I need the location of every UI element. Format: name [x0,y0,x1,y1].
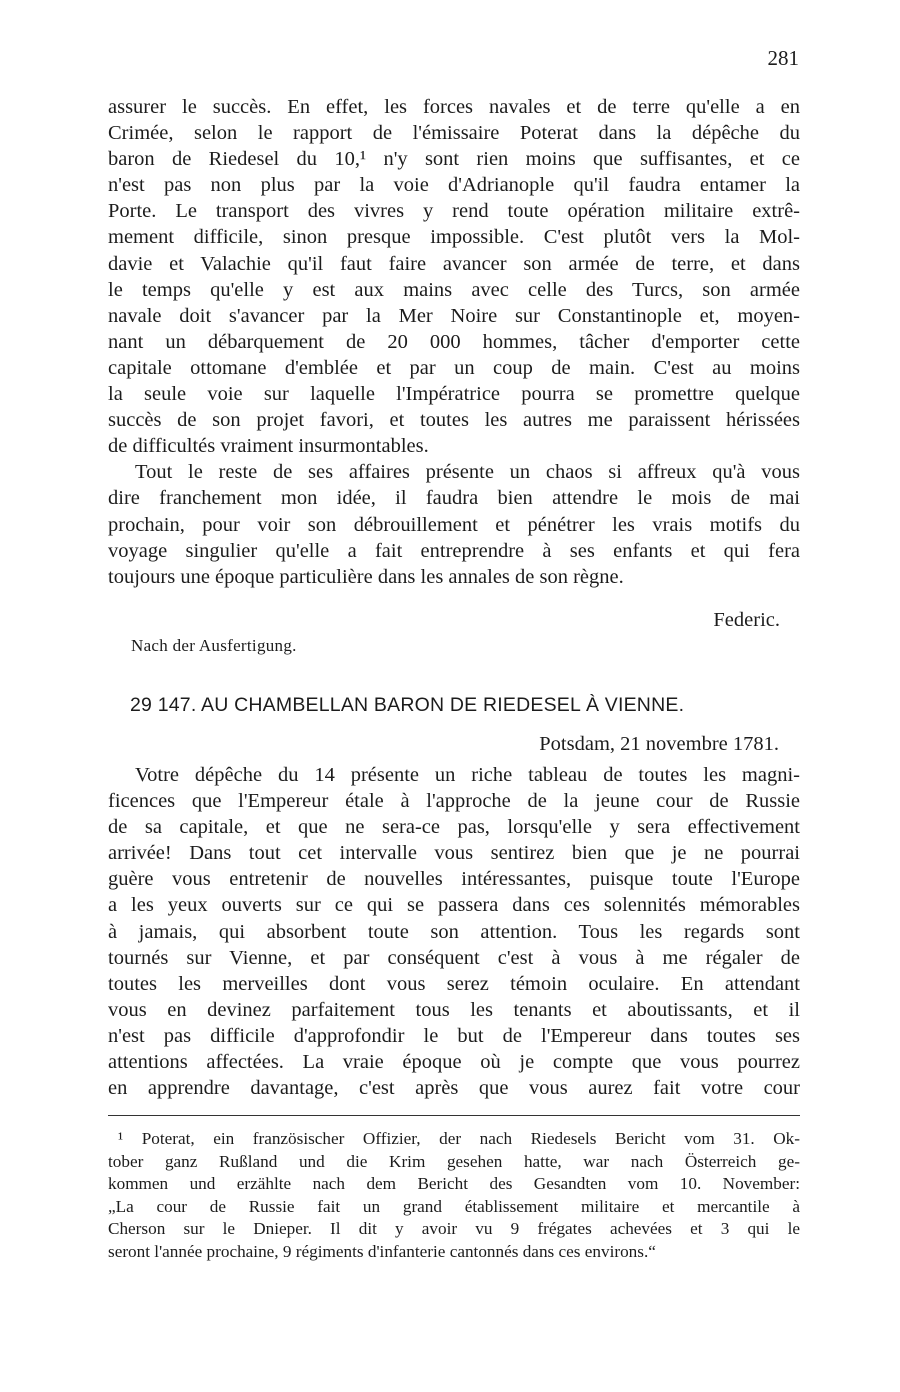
text-line: n'est pas difficile d'approfondir le but de l'Empereur dans toutes ses [108,1024,800,1047]
text-line: de difficultés vraiment insurmontables. [108,435,429,458]
text-line: ficences que l'Empereur étale à l'approche de la jeune cour de Russie [108,790,800,813]
text-line: succès de son projet favori, et toutes les autres me paraissent hérissées [108,409,800,432]
page-number: 281 [767,46,799,70]
text-line: Porte. Le transport des vivres y rend toute opération militaire extrê- [108,200,800,223]
text-line: dire franchement mon idée, il faudra bien attendre le mois de mai [108,487,800,510]
text-line: Votre dépêche du 14 présente un riche tableau de toutes les magni- [135,764,800,786]
source-note: Nach der Ausfertigung. [131,636,297,655]
text-line: prochain, pour voir son débrouillement et pénétrer les vrais motifs du [108,513,800,536]
footnote-line: „La cour de Russie fait un grand établissement militaire et mercantile à [108,1196,800,1216]
footnote [108,1128,800,1263]
text-line: guère vous entretenir de nouvelles intéressantes, puisque toute l'Europe [108,868,800,891]
text-line: en apprendre davantage, c'est après que vous aurez fait votre cour [108,1077,800,1100]
footnote-line: kommen und erzählte nach dem Bericht des Gesandten vom 10. November: [108,1174,800,1193]
text-line: baron de Riedesel du 10,¹ n'y sont rien moins que suffisantes, et ce [108,148,800,171]
footnote-line: ¹ Poterat, ein französischer Offizier, der nach Riedesels Bericht vom 31. Ok- [118,1129,800,1148]
text-line: voyage singulier qu'elle a fait entreprendre à ses enfants et qui fera [108,539,800,562]
text-line: vous en devinez parfaitement tous les tenants et aboutissants, et il [108,998,800,1021]
footnote-divider [108,1115,800,1116]
text-line: assurer le succès. En effet, les forces navales et de terre qu'elle a en [108,96,800,118]
signature: Federic. [713,609,780,631]
text-line: le temps qu'elle y est aux mains avec celle des Turcs, son armée [108,278,800,301]
text-line: Crimée, selon le rapport de l'émissaire Poterat dans la dépêche du [108,122,800,145]
letter-heading: 29 147. AU CHAMBELLAN BARON DE RIEDESEL À VIENNE. [130,694,685,716]
footnote-line: Cherson sur le Dnieper. Il dit y avoir vu 9 frégates achevées et 3 qui le [108,1219,800,1238]
text-line: a les yeux ouverts sur ce qui se passera dans ces solennités mémorables [108,894,800,917]
text-line: toutes les merveilles dont vous serez témoin oculaire. En attendant [108,972,800,995]
text-line: nant un débarquement de 20 000 hommes, tâcher d'emporter cette [108,330,800,353]
text-line: la seule voie sur laquelle l'Impératrice pourra se promettre quelque [108,383,800,406]
text-line: tournés sur Vienne, et par conséquent c'est à vous à me régaler de [108,946,800,969]
footnote-line: tober ganz Rußland und die Krim gesehen hatte, war nach Österreich ge- [108,1151,800,1171]
text-line: navale doit s'avancer par la Mer Noire sur Constantinople et, moyen- [108,304,800,327]
text-line: mement difficile, sinon presque impossible. C'est plutôt vers la Mol- [108,226,800,249]
text-line: toujours une époque particulière dans les annales de son règne. [108,565,624,588]
footnote-line: seront l'année prochaine, 9 régiments d'infanterie cantonnés dans ces environs.“ [108,1241,656,1261]
letter-body [108,762,800,1101]
letter-continuation [108,94,800,590]
text-line: à jamais, qui absorbent toute son attention. Tous les regards sont [108,920,800,943]
text-line: arrivée! Dans tout cet intervalle vous sentirez bien que je ne pourrai [108,842,800,865]
text-line: capitale ottomane d'emblée et par un coup de main. C'est au moins [108,356,800,379]
text-line: Tout le reste de ses affaires présente un chaos si affreux qu'à vous [135,461,800,484]
place-date: Potsdam, 21 novembre 1781. [539,733,779,755]
text-line: davie et Valachie qu'il faut faire avancer son armée de terre, et dans [108,252,800,275]
text-line: attentions affectées. La vraie époque où je compte que vous pourrez [108,1051,800,1074]
text-line: de sa capitale, et que ne sera-ce pas, lorsqu'elle y sera effectivement [108,816,800,839]
text-line: n'est pas non plus par la voie d'Adrianople qu'il faudra entamer la [108,174,800,197]
